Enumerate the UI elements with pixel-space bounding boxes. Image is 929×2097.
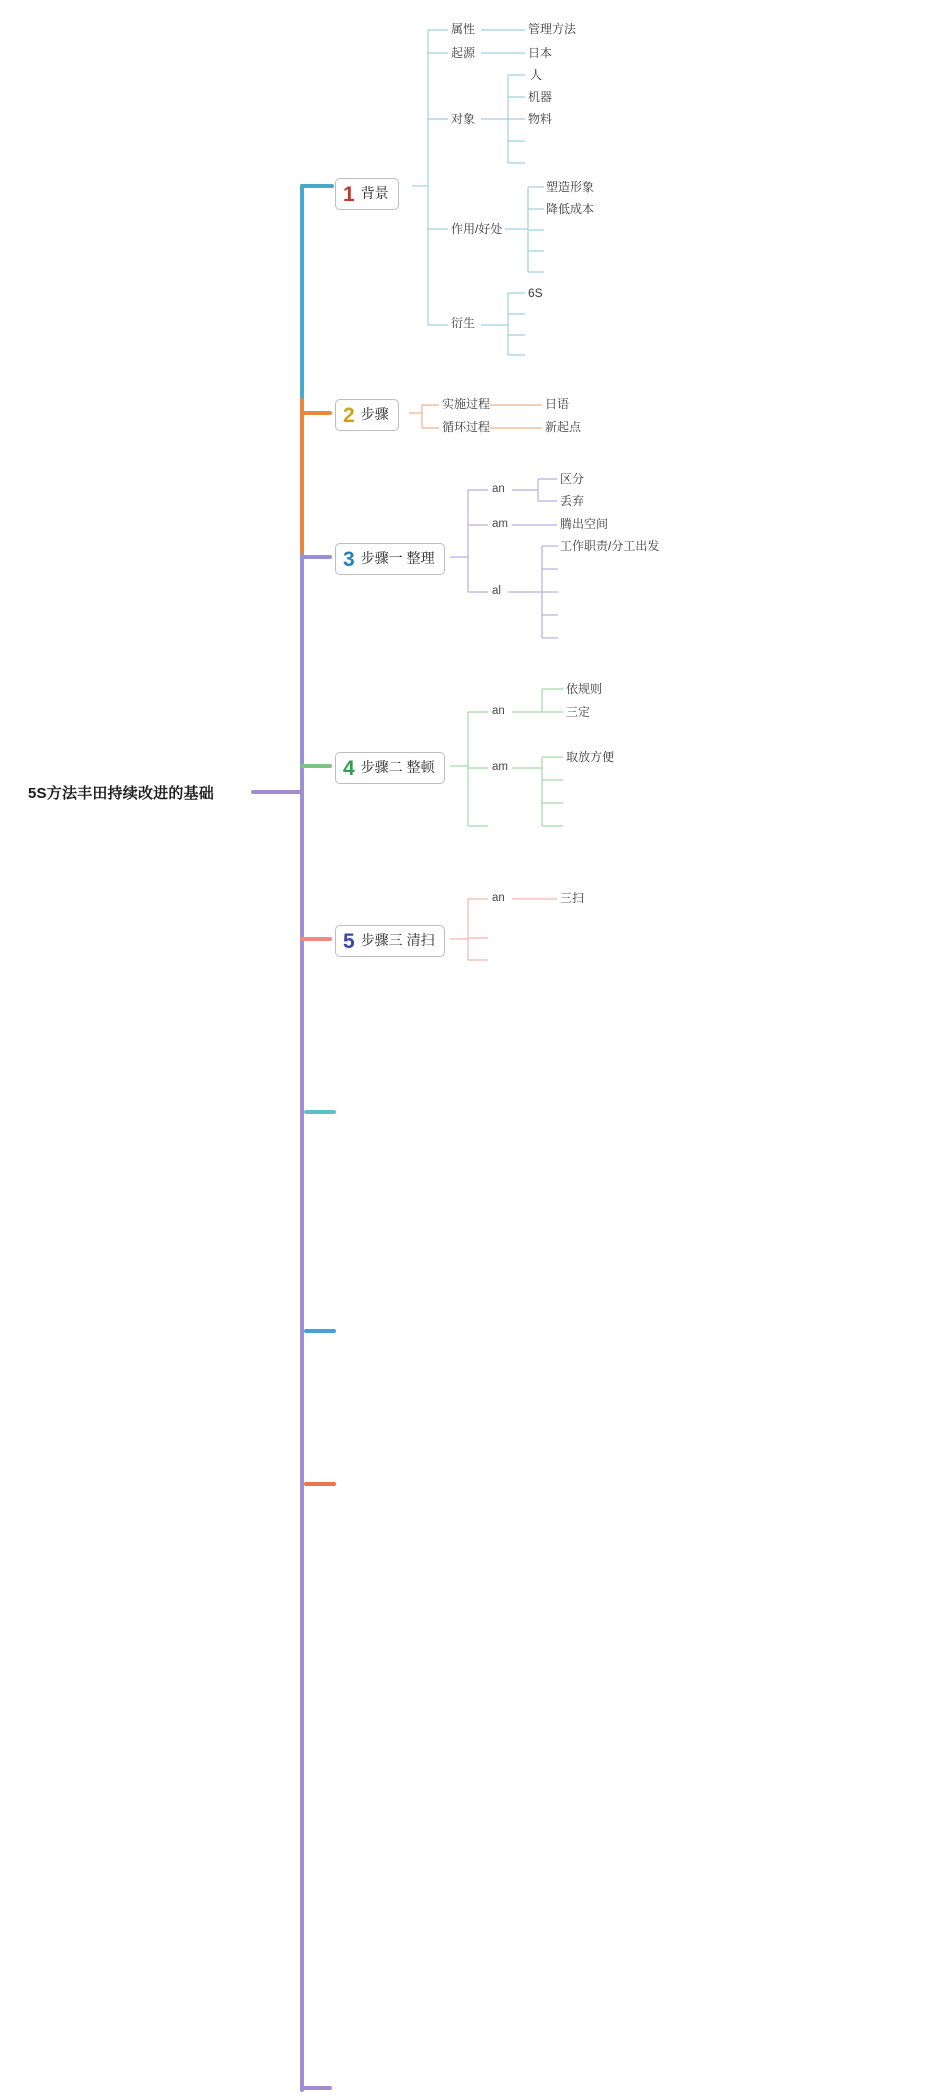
list-item[interactable]: 管理方法 [528, 22, 577, 36]
list-item[interactable]: 实施过程 [442, 397, 491, 411]
list-item[interactable]: 作用/好处 [451, 222, 503, 236]
list-item[interactable]: 物料 [528, 112, 553, 126]
branch-number: 3 [343, 548, 355, 571]
list-item[interactable]: 取放方便 [566, 750, 615, 764]
list-item[interactable]: 起源 [451, 46, 476, 60]
list-item[interactable]: 属性 [451, 22, 476, 36]
list-item[interactable]: 降低成本 [546, 202, 595, 216]
list-item[interactable]: am [492, 518, 508, 530]
list-item[interactable]: 人 [530, 68, 543, 82]
list-item[interactable]: 三扫 [560, 891, 585, 905]
list-item[interactable]: 塑造形象 [546, 180, 595, 194]
list-item[interactable]: 区分 [560, 472, 585, 486]
branch-node-4[interactable] [335, 752, 445, 784]
branch-label: 步骤三 清扫 [360, 932, 435, 949]
list-item[interactable]: 腾出空间 [560, 517, 609, 531]
root-node[interactable]: 5S方法丰田持续改进的基础 [28, 785, 214, 802]
branch-label: 步骤二 整顿 [360, 759, 435, 776]
list-item[interactable]: an [492, 705, 505, 717]
branch-node-3[interactable] [335, 543, 445, 575]
list-item[interactable]: 丢弃 [560, 494, 585, 508]
branch-number: 4 [343, 757, 355, 780]
list-item[interactable]: am [492, 761, 508, 773]
branch-node-2[interactable] [335, 399, 399, 431]
list-item[interactable]: an [492, 892, 505, 904]
branch-number: 2 [343, 404, 355, 427]
list-item[interactable]: al [492, 585, 501, 597]
branch-number: 1 [343, 183, 355, 206]
list-item[interactable]: 对象 [451, 112, 476, 126]
list-item[interactable]: 工作职责/分工出发 [560, 539, 660, 553]
list-item[interactable]: 机器 [528, 90, 553, 104]
branch-label: 背景 [360, 185, 389, 202]
branch-label: 步骤一 整理 [360, 550, 435, 567]
branch-label: 步骤 [360, 406, 389, 423]
list-item[interactable]: 6S [528, 286, 543, 300]
list-item[interactable]: 三定 [566, 705, 591, 719]
list-item[interactable]: 日本 [528, 46, 553, 60]
branch-number: 5 [343, 930, 355, 953]
list-item[interactable]: 新起点 [545, 420, 582, 434]
list-item[interactable]: an [492, 483, 505, 495]
list-item[interactable]: 日语 [545, 397, 570, 411]
list-item[interactable]: 循环过程 [442, 420, 491, 434]
branch-node-1[interactable] [335, 178, 399, 210]
branch-node-5[interactable] [335, 925, 445, 957]
list-item[interactable]: 衍生 [451, 316, 476, 330]
list-item[interactable]: 依规则 [566, 682, 603, 696]
